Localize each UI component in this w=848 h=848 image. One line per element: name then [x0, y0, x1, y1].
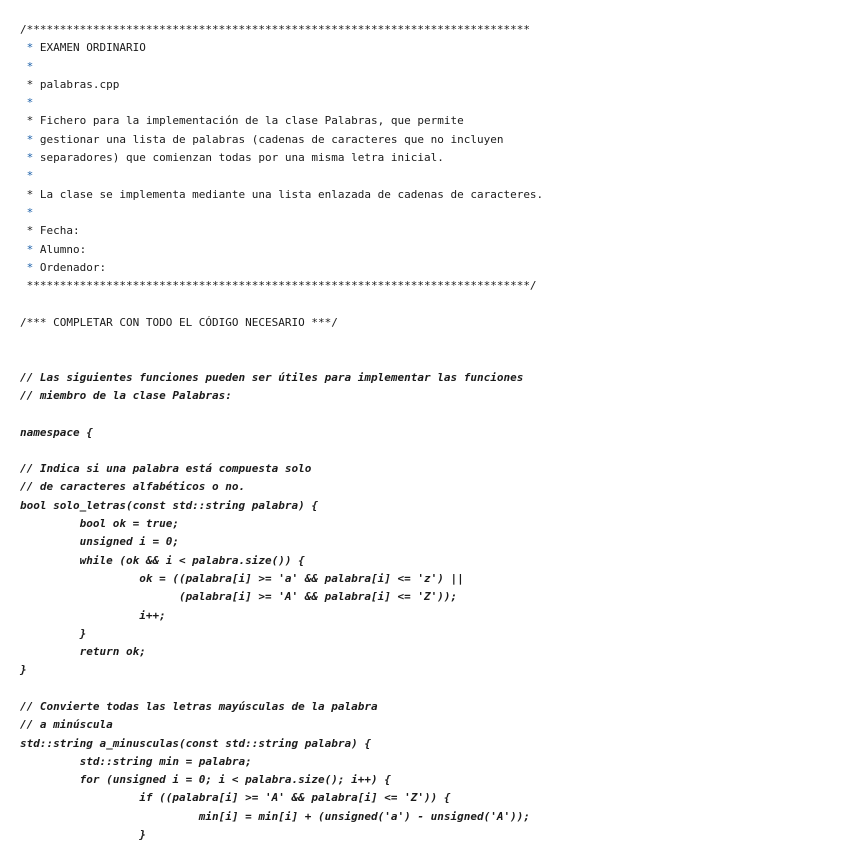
- code-line: bool ok = true;: [20, 517, 179, 531]
- header-comment-line: * separadores) que comienzan todas por una misma letra inicial.: [26, 151, 444, 165]
- header-comment-block: [20, 21, 840, 295]
- code-line: std::string a_minusculas(const std::string palabra) {: [20, 736, 371, 750]
- code-line: for (unsigned i = 0; i < palabra.size(); i++) {: [20, 773, 391, 787]
- comment-asterisk: *: [26, 205, 34, 219]
- header-comment-line: [20, 167, 840, 185]
- comment-asterisk: *: [26, 151, 34, 165]
- header-comment-line: [20, 58, 840, 76]
- code-line: (palabra[i] >= 'A' && palabra[i] <= 'Z'));: [20, 590, 458, 604]
- code-line: return ok;: [20, 645, 146, 659]
- code-line: i++;: [20, 608, 166, 622]
- todo-comment: /*** COMPLETAR CON TODO EL CÓDIGO NECESARIO ***/: [20, 315, 338, 329]
- comment-asterisk: *: [26, 59, 34, 73]
- header-comment-line: [20, 94, 840, 112]
- code-comment-line: // a minúscula: [20, 718, 113, 732]
- comment-asterisk: *: [26, 242, 34, 256]
- code-line: min[i] = min[i] + (unsigned('a') - unsigned('A'));: [20, 809, 530, 823]
- blank-line: [20, 332, 840, 350]
- code-comment-line: // de caracteres alfabéticos o no.: [20, 480, 246, 494]
- comment-asterisk: *: [26, 96, 34, 110]
- comment-asterisk: *: [26, 260, 34, 274]
- blank-line: [20, 350, 840, 368]
- code-comment-line: // Convierte todas las letras mayúsculas de la palabra: [20, 699, 378, 713]
- header-comment-line: * Alumno:: [26, 242, 87, 256]
- code-line: }: [20, 626, 87, 640]
- header-comment-line: * Fichero para la implementación de la clase Palabras, que permite: [20, 114, 464, 128]
- code-line: if ((palabra[i] >= 'A' && palabra[i] <= 'Z')) {: [20, 791, 451, 805]
- code-line: ok = ((palabra[i] >= 'a' && palabra[i] <= 'z') ||: [20, 571, 464, 585]
- code-comment-line: // miembro de la clase Palabras:: [20, 388, 232, 402]
- header-comment-line: * La clase se implementa mediante una lista enlazada de cadenas de caracteres.: [20, 187, 544, 201]
- header-comment-line: * gestionar una lista de palabras (cadenas de caracteres que no incluyen: [26, 132, 504, 146]
- header-comment-line: [20, 204, 840, 222]
- blank-line: [20, 680, 840, 698]
- code-listing: [20, 21, 840, 844]
- comment-asterisk: *: [26, 132, 34, 146]
- code-line: bool solo_letras(const std::string palabra) {: [20, 498, 319, 512]
- code-line: while (ok && i < palabra.size()) {: [20, 553, 305, 567]
- code-line: std::string min = palabra;: [20, 754, 252, 768]
- header-comment-line: ****************************************************************************/: [20, 279, 537, 293]
- header-comment-line: * palabras.cpp: [20, 77, 120, 91]
- code-line: namespace {: [20, 425, 93, 439]
- code-line: unsigned i = 0;: [20, 535, 179, 549]
- code-line: }: [20, 663, 27, 677]
- code-comment-line: // Indica si una palabra está compuesta solo: [20, 462, 312, 476]
- blank-line: [20, 405, 840, 423]
- comment-asterisk: *: [26, 169, 34, 183]
- header-comment-line: * EXAMEN ORDINARIO: [26, 41, 146, 55]
- blank-line: [20, 295, 840, 313]
- code-body-block: [20, 369, 840, 845]
- header-comment-line: /****************************************************************************: [20, 23, 530, 36]
- code-comment-line: // Las siguientes funciones pueden ser útiles para implementar las funciones: [20, 370, 524, 384]
- header-comment-line: * Ordenador:: [26, 260, 107, 274]
- blank-line: [20, 442, 840, 460]
- header-comment-line: * Fecha:: [20, 224, 80, 238]
- comment-asterisk: *: [26, 41, 34, 55]
- code-line: }: [20, 828, 146, 842]
